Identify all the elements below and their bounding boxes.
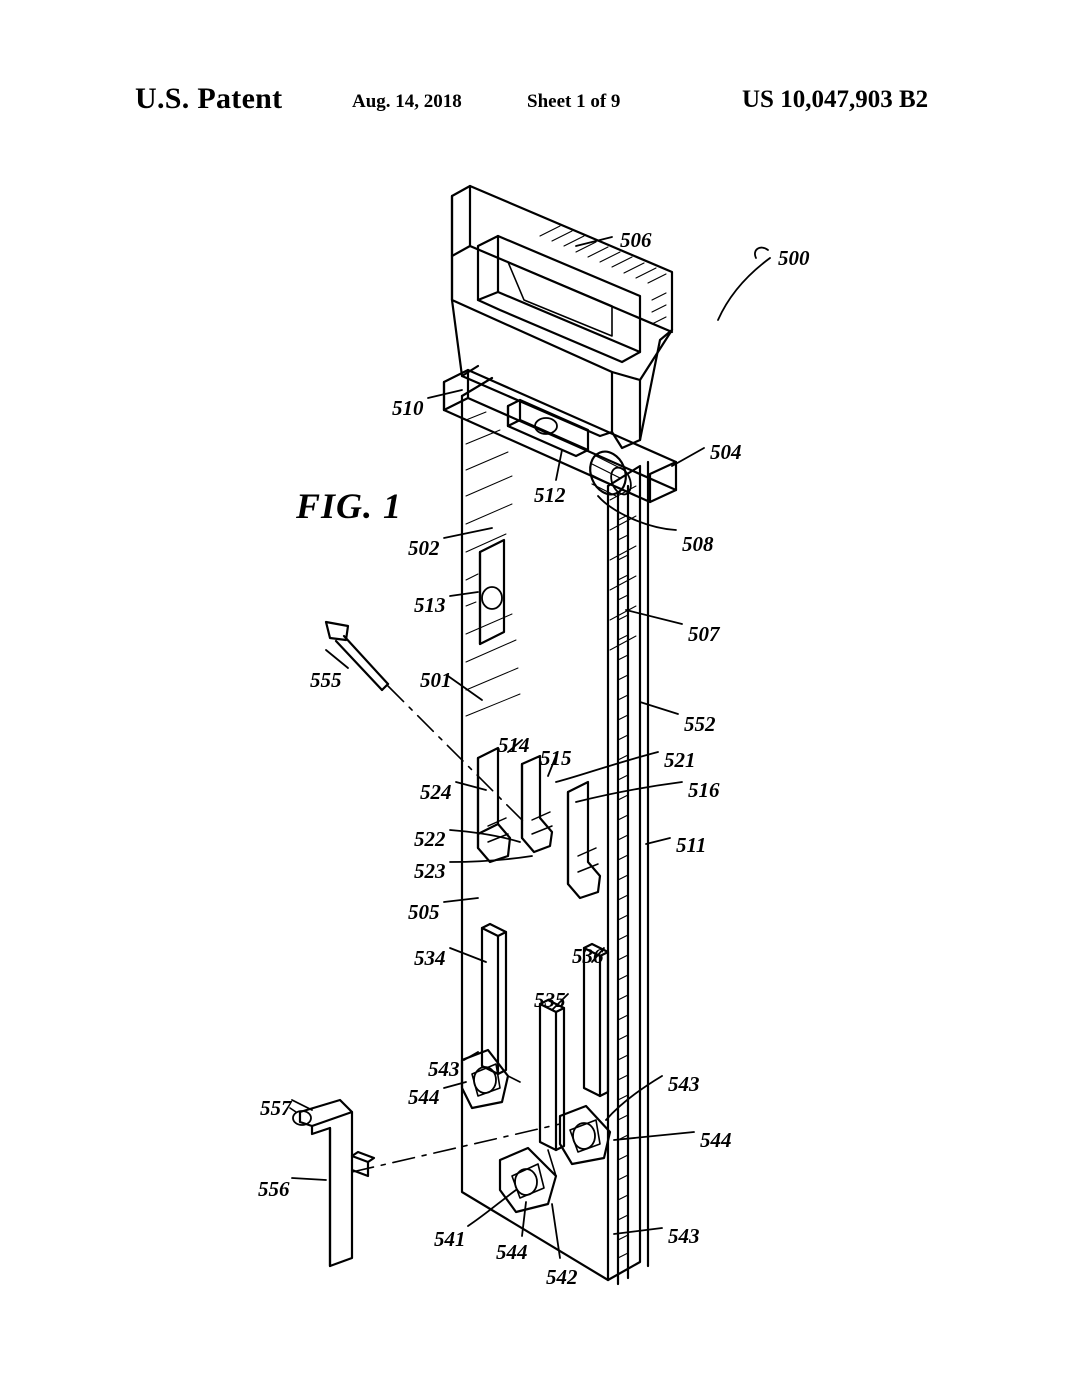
ref-514: 514	[498, 733, 530, 757]
ref-524: 524	[420, 780, 452, 804]
ref-512: 512	[534, 483, 566, 507]
hook-assembly-544b	[560, 1106, 610, 1164]
patent-date: Aug. 14, 2018	[352, 91, 462, 112]
ref-505: 505	[408, 900, 440, 924]
page-header	[0, 82, 1080, 122]
ref-542: 542	[546, 1265, 578, 1289]
alignment-axis-lines	[352, 686, 560, 1172]
figure-label: FIG. 1	[296, 486, 403, 526]
ref-534: 534	[414, 946, 446, 970]
leader-lines	[292, 237, 770, 1258]
ref-544-b: 544	[700, 1128, 732, 1152]
hook-assembly-544c	[500, 1148, 556, 1212]
ref-544-c: 544	[496, 1240, 528, 1264]
ref-523: 523	[414, 859, 446, 883]
bubble-vial-512	[508, 400, 588, 456]
bracket-556	[290, 1100, 374, 1266]
ref-508: 508	[682, 532, 714, 556]
ref-502: 502	[408, 536, 440, 560]
ref-510: 510	[392, 396, 424, 420]
ref-506: 506	[620, 228, 652, 252]
ref-543-a: 543	[428, 1057, 460, 1081]
ref-504: 504	[710, 440, 742, 464]
ref-543-b: 543	[668, 1072, 700, 1096]
hook-assembly-544a	[462, 1050, 520, 1108]
patent-number: US 10,047,903 B2	[742, 86, 929, 113]
ref-544-a: 544	[408, 1085, 440, 1109]
sheet-indicator: Sheet 1 of 9	[527, 91, 621, 112]
ref-552: 552	[684, 712, 716, 736]
ref-521: 521	[664, 748, 696, 772]
ref-513: 513	[414, 593, 446, 617]
tool-body-502	[462, 378, 648, 1284]
ref-557: 557	[260, 1096, 292, 1120]
ref-543-c: 543	[668, 1224, 700, 1248]
ref-541: 541	[434, 1227, 466, 1251]
ref-555: 555	[310, 668, 342, 692]
ref-511: 511	[676, 833, 707, 857]
ref-516: 516	[688, 778, 720, 802]
ref-522: 522	[414, 827, 446, 851]
bubble-vial-513	[480, 540, 504, 644]
knob-508	[584, 446, 635, 500]
patent-office-title: U.S. Patent	[135, 82, 283, 115]
ref-515: 515	[540, 746, 572, 770]
ref-507: 507	[688, 622, 720, 646]
ref-556: 556	[258, 1177, 290, 1201]
ref-536: 536	[572, 944, 604, 968]
ref-500: 500	[778, 246, 810, 270]
hanger-clips-group	[478, 748, 600, 898]
handle-506	[452, 186, 672, 448]
ref-501: 501	[420, 668, 452, 692]
ref-535: 535	[534, 988, 566, 1012]
